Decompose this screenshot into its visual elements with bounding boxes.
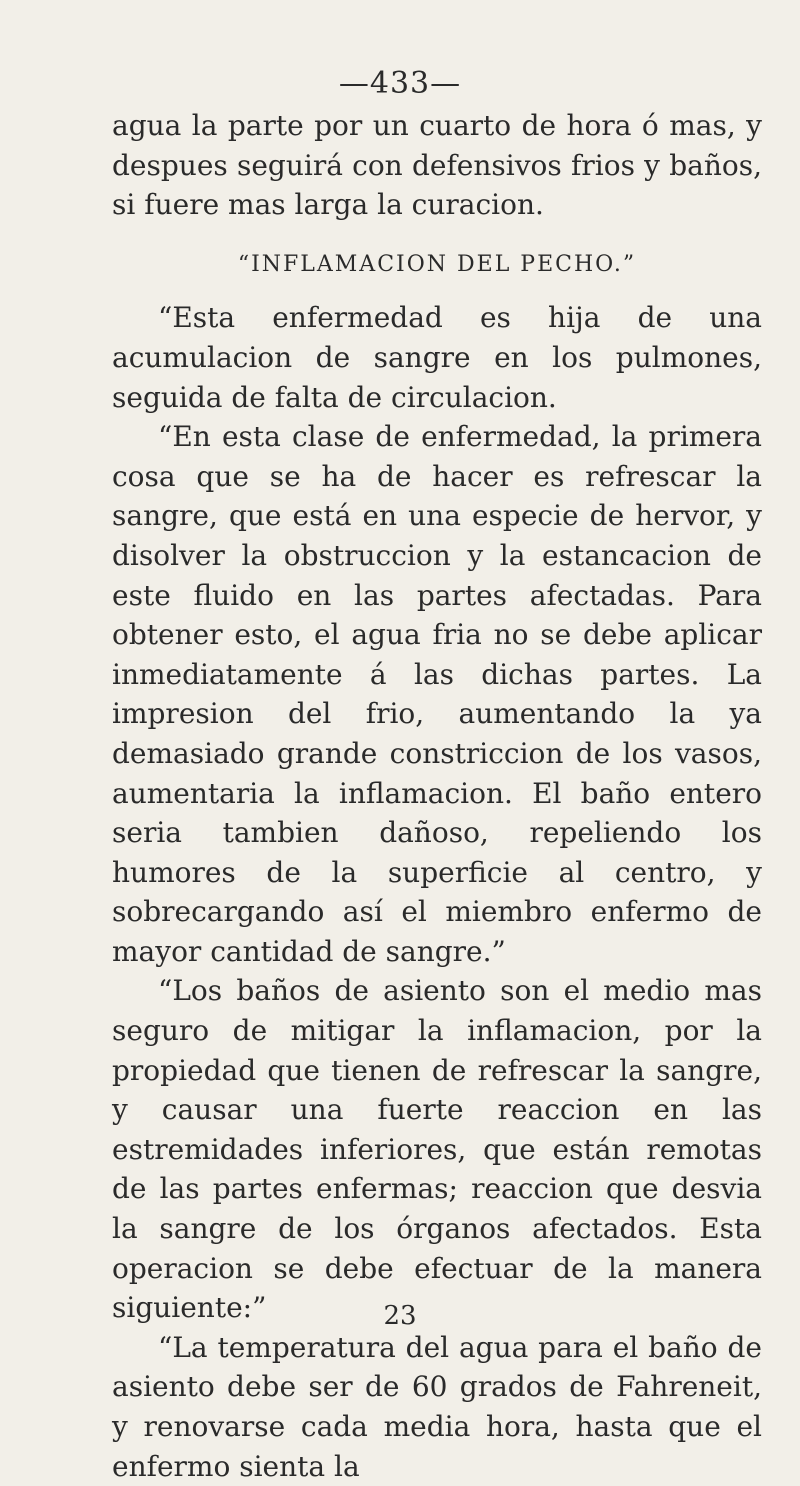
page-number-header: —433— bbox=[338, 66, 462, 101]
paragraph-2: “Esta enfermedad es hija de una acumulacion de sangre en los pulmones, seguida de falta de circulacion. bbox=[112, 301, 762, 414]
section-heading: “INFLAMACION DEL PECHO.” bbox=[237, 251, 637, 277]
paragraph-4: “Los baños de asiento son el medio mas seguro de mitigar la inflamacion, por la propiedad que tienen de refrescar la sangre, y causar una fuerte reaccion en las estremidades inferiores, que están remotas de las partes enfermas; reaccion que desvia la sangre de los órganos afectados. Esta operacion se debe efectuar de la manera siguiente:” bbox=[112, 974, 762, 1325]
paragraph-5: “La temperatura del agua para el baño de asiento debe ser de 60 grados de Fahreneit, y renovarse cada media hora, hasta que el enfermo sienta la bbox=[112, 1330, 762, 1483]
paragraph-3: “En esta clase de enfermedad, la primera cosa que se ha de hacer es refrescar la sangre, que está en una especie de hervor, y disolver la obstruccion y la estancacion de este fluido en las partes afectadas. Para obtener esto, el agua fria no se debe aplicar inmediatamente á las dichas partes. La impresion del frio, aumentando la ya demasiado grande constriccion de los vasos, aumentaria la inflamacion. El baño entero seria tambien dañoso, repeliendo los humores de la superficie al centro, y sobrecargando así el miembro enfermo de mayor cantidad de sangre.” bbox=[112, 420, 762, 968]
signature-mark: 23 bbox=[383, 1301, 417, 1331]
paragraph-1: agua la parte por un cuarto de hora ó mas, y despues seguirá con defensivos frios y baños, si fuere mas larga la curacion. bbox=[112, 109, 762, 222]
body-text bbox=[112, 106, 762, 1486]
